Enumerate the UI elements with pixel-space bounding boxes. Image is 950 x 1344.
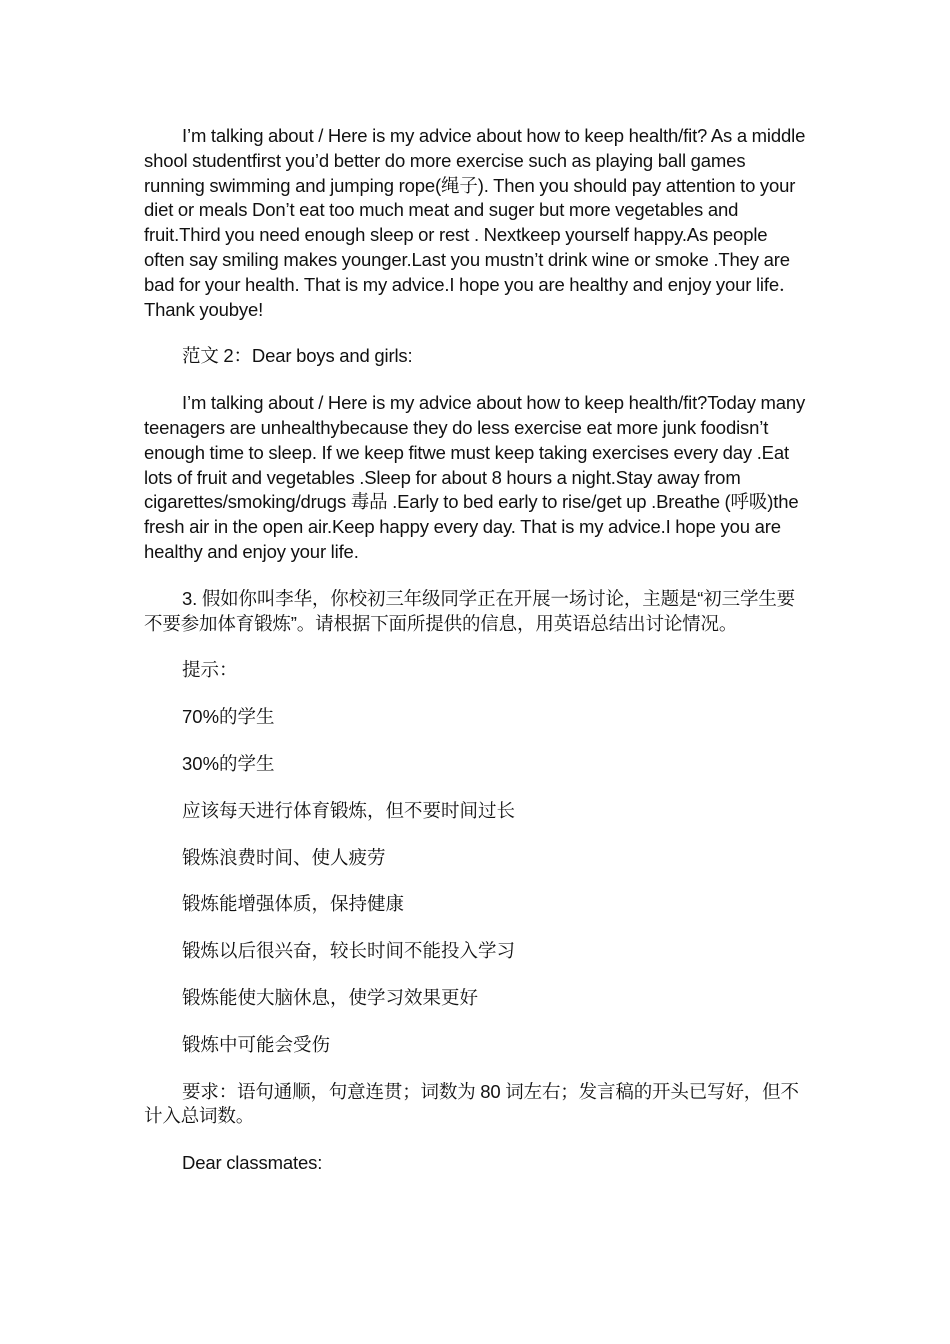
hint-item: 锻炼能增强体质，保持健康 [182, 893, 405, 915]
sample-1-paragraph: I’m talking about / Here is my advice about how to keep health/fit? As a middle shool studentfirst you’d better do more exercise such as playing ball games running swimming and jumping rope(绳子). Then you should pay attention to your diet or meals Don’t eat too much meat and suger but more vegetables and fruit.Third you need enough sleep or rest . Nextkeep yourself happy.As people often say smiling makes younger.Last you mustn’t drink wine or smoke .They are bad for your health. That is my advice.I hope you are healthy and enjoy your life．Thank youbye! [144, 125, 806, 320]
document-page [144, 124, 810, 1176]
hint-item: 锻炼浪费时间、使人疲劳 [182, 846, 386, 868]
requirements-text: 要求：语句通顺，句意连贯；词数为 80 词左右；发言稿的开头已写好，但不计入总词数。 [144, 1080, 799, 1127]
hint-item: 应该每天进行体育锻炼，但不要时间过长 [182, 799, 516, 821]
hint-item: 锻炼以后很兴奋，较长时间不能投入学习 [182, 940, 516, 962]
sample-2-paragraph: I’m talking about / Here is my advice about how to keep health/fit?Today many teenagers are unhealthybecause they do less exercise eat more junk foodisn’t enough time to sleep. If we keep fitwe must keep taking exercises every day .Eat lots of fruit and vegetables .Sleep for about 8 hours a night.Stay away from cigarettes/smoking/drugs 毒品 .Early to bed early to rise/get up .Breathe (呼吸)the fresh air in the open air.Keep happy every day. That is my advice.I hope you are healthy and enjoy your life. [144, 392, 806, 562]
hint-item: 锻炼能使大脑休息，使学习效果更好 [182, 986, 479, 1008]
hint-item: 30%的学生 [182, 752, 275, 774]
speech-greeting: Dear classmates: [182, 1152, 323, 1174]
sample-2-heading: 范文 2：Dear boys and girls: [182, 345, 413, 367]
hint-item: 锻炼中可能会受伤 [182, 1033, 331, 1055]
hint-item: 70%的学生 [182, 706, 275, 728]
question-3-prompt: 3. 假如你叫李华，你校初三年级同学正在开展一场讨论，主题是“初三学生要不要参加体育锻炼”。请根据下面所提供的信息，用英语总结出讨论情况。 [144, 587, 796, 634]
hint-label: 提示： [182, 659, 238, 681]
